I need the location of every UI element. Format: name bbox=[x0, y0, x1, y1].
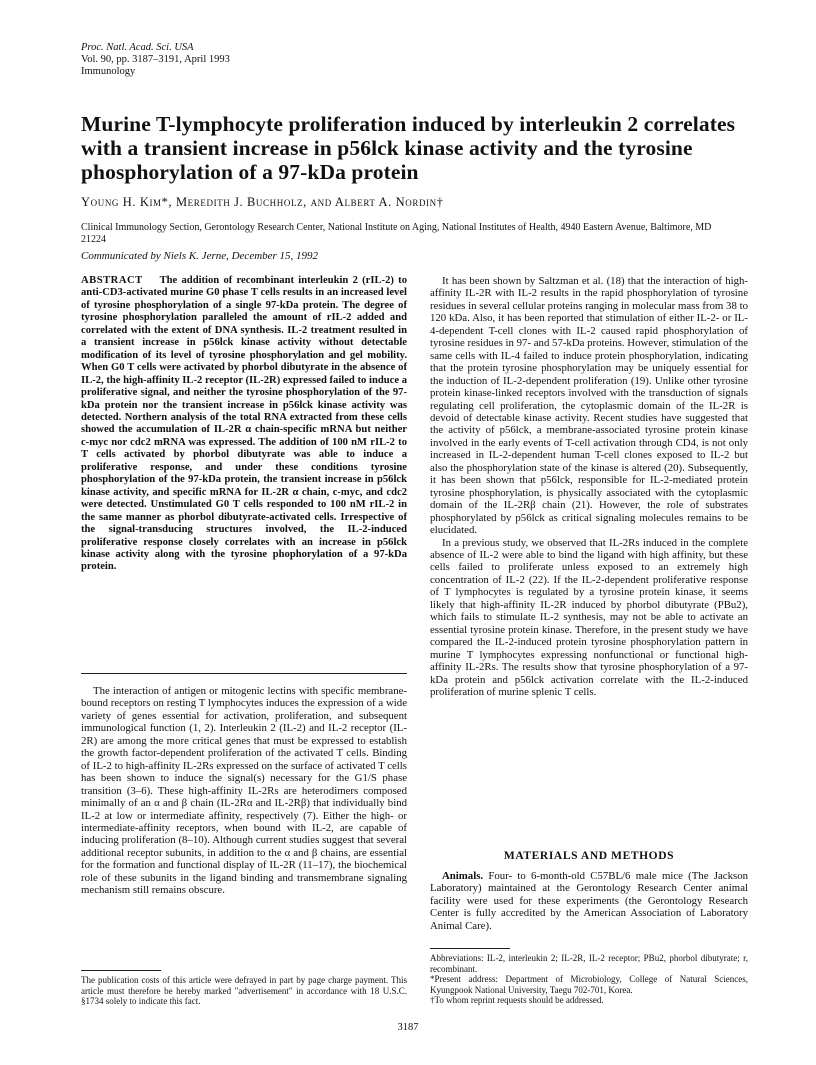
communicated-by: Communicated by Niels K. Jerne, December 15, 1992 bbox=[81, 250, 319, 262]
section-heading: MATERIALS AND METHODS bbox=[503, 850, 675, 862]
body-paragraph: It has been shown by Saltzman et al. (18) that the interaction of high-affinity IL-2R with IL-2 results in the rapid phosphorylation of tyrosine residues in several cellular proteins ranging in molecular mass from 38 to 120 kDa. Also, it has been reported that stimulation of either IL-2- or IL-4-dependent T-cell clones with IL-2 caused rapid phosphorylation of tyrosine residues in 97- and 57-kDa proteins. However, stimulation of the same cells with IL-4 failed to induce protein phosphorylation, indicating that the protein tyrosine phosphorylation may be uniquely essential for the induction of IL-2-dependent proliferation (19). Unlike other tyrosine protein kinase-linked receptors involved with the transduction of signals regulating cell proliferation, the cytoplasmic domain of the IL-2R is devoid of detectable kinase activity. Recent studies have suggested that the activity of p56lck, a membrane-associated tyrosine protein kinase involved in the early events of T-cell activation through CD4, is not only increased in IL-2-dependent human T-cell clones exposed to IL-2 but also the phosphorylation state of the kinase is altered (20). Subsequently, it has been shown that p56lck, responsible for IL-2-mediated protein tyrosine phosphorylation, is physically associated with the cytoplasmic domain of the IL-2Rβ chain (21). However, the role of substrates phosphorylated by p56lck as critical signaling molecules remains to be elucidated. bbox=[430, 275, 749, 537]
abstract-label: ABSTRACT bbox=[81, 275, 143, 286]
body-paragraph: In a previous study, we observed that IL-2Rs induced in the complete absence of IL-2 were able to bind the ligand with high affinity, but these cells failed to proliferate unless exposed to an extremely high concentration of IL-2 (22). If the IL-2-dependent proliferative response of T lymphocytes is regulated by a tyrosine protein kinase, it seems likely that high-affinity IL-2R induced by phorbol dibutyrate (PBu2), which fails to stimulate IL-2 synthesis, may not be able to activate an essential tyrosine protein kinase. Therefore, in the present study we have compared the IL-2-induced protein tyrosine phosphorylation pattern in murine T lymphocytes expressing nonfunctional or functional high-affinity IL-2Rs. The results show that tyrosine phosphorylation of a 97-kDa protein and p56lck activation correlate with the IL-2-induced proliferation of murine splenic T cells. bbox=[430, 536, 748, 698]
animals-label: Animals. bbox=[442, 870, 484, 882]
affiliation: Clinical Immunology Section, Gerontology Research Center, National Institute on Aging, National Institutes of Health, 4940 Eastern Avenue, Baltimore, MD 21224 bbox=[81, 222, 712, 245]
journal-name: Proc. Natl. Acad. Sci. USA bbox=[81, 42, 194, 53]
page-number: 3187 bbox=[397, 1022, 419, 1033]
footnotes bbox=[430, 953, 748, 1006]
journal-header bbox=[81, 42, 230, 78]
introduction-paragraph: The interaction of antigen or mitogenic lectins with specific membrane-bound receptors on resting T lymphocytes induces the expression of a wide variety of genes essential for activation, proliferation, and subsequent immunological function (1, 2). Interleukin 2 (IL-2) and IL-2 receptor (IL-2R) are among the more critical genes that must be expressed to establish the growth factor-dependent proliferation of the activated T cells. Binding of IL-2 to high-affinity IL-2Rs expressed on the surface of activated T cells has been shown to induce the signal(s) necessary for the G1/S phase transition (3–6). These high-affinity IL-2Rs are heterodimers composed minimally of an α and β chain (IL-2Rα and IL-2Rβ) that individually bind IL-2 at low or intermediate affinity, respectively (7). Either the high- or intermediate-affinity receptors, when bound with IL-2, are capable of inducing proliferation (8–10). Although current studies suggest that several additional receptor subunits, in addition to the α and β chains, are essential for the formation and functional display of IL-2R (11–17), the biochemical role of these subunits in the ligand binding and transmembrane signaling mechanism still remains obscure. bbox=[81, 685, 407, 897]
present-address-note: *Present address: Department of Microbiology, College of Natural Sciences, Kyungpook National University, Taegu 702-701, Korea. bbox=[430, 974, 748, 995]
abstract-text: The addition of recombinant interleukin 2 (rIL-2) to anti-CD3-activated murine G0 phase T cells results in an increased level of tyrosine phosphorylation of a single 97-kDa protein. The degree of tyrosine phosphorylation paralleled the amount of rIL-2 added and correlated with the extent of DNA synthesis. IL-2 treatment resulted in a transient increase in p56lck kinase activity without detectable modification of its level of tyrosine phosphorylation and gel mobility. When G0 T cells were activated by phorbol dibutyrate in the absence of IL-2, the high-affinity IL-2 receptor (IL-2R) expressed failed to induce a proliferative signal, and neither the tyrosine phosphorylation of the 97-kDa protein nor the transient increase in p56lck kinase activity was detected. Northern analysis of the total RNA extracted from these cells showed the accumulation of IL-2R α chain-specific mRNA but neither c-myc nor cdc2 mRNA was expressed. The addition of 100 nM rIL-2 to T cells activated by phorbol dibutyrate was able to induce a proliferative response, and under these conditions tyrosine phosphorylation of the 97-kDa protein, the transient increase in p56lck kinase activity, and specific mRNA for IL-2R α chain, c-myc, and cdc2 were detected. Unstimulated G0 T cells responded to 100 nM rIL-2 in the same manner as phorbol dibutyrate-activated cells. Irrespective of the signal-transducing structures involved, the IL-2-induced proliferative response closely correlates with an increase in p56lck kinase activity along with the tyrosine phophorylation of a 97-kDa protein. bbox=[81, 275, 408, 573]
animals-paragraph bbox=[430, 870, 748, 932]
abstract bbox=[81, 275, 407, 574]
footnote-divider-left bbox=[81, 970, 161, 971]
footnote-divider-right bbox=[430, 948, 510, 949]
journal-volume: Vol. 90, pp. 3187–3191, April 1993 bbox=[81, 54, 230, 65]
author-list: Young H. Kim*, Meredith J. Buchholz, and Albert A. Nordin† bbox=[81, 195, 444, 209]
abstract-divider bbox=[81, 673, 407, 674]
abbreviations-note: Abbreviations: IL-2, interleukin 2; IL-2R, IL-2 receptor; PBu2, phorbol dibutyrate; r, recombinant. bbox=[430, 953, 748, 974]
right-column-text bbox=[430, 275, 748, 698]
article-title: Murine T-lymphocyte proliferation induced by interleukin 2 correlates with a transient increase in p56lck kinase activity and the tyrosine phosphorylation of a 97-kDa protein bbox=[81, 112, 736, 184]
journal-section: Immunology bbox=[81, 66, 136, 77]
reprint-note: †To whom reprint requests should be addressed. bbox=[430, 995, 604, 1005]
publication-cost-note: The publication costs of this article were defrayed in part by page charge payment. This article must therefore be hereby marked "advertisement" in accordance with 18 U.S.C. §1734 solely to indicate this fact. bbox=[81, 975, 407, 1006]
animals-text: Four- to 6-month-old C57BL/6 male mice (The Jackson Laboratory) maintained at the Gerontology Research Center animal facility were used for these experiments (the Gerontology Research Center is fully accredited by the American Association of Laboratory Animal Care). bbox=[430, 870, 748, 932]
